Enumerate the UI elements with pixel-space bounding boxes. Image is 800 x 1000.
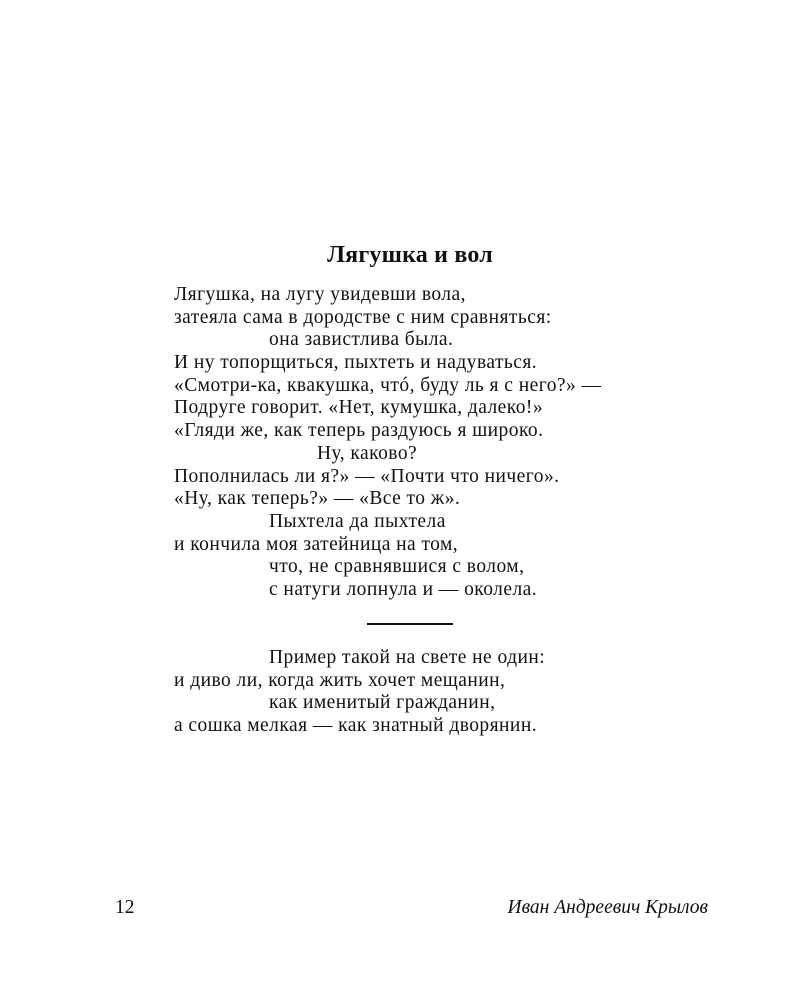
poem-line: «Гляди же, как теперь раздуюсь я широко. xyxy=(174,420,544,442)
poem-line: Ну, каково? xyxy=(317,442,418,464)
poem-line: Пыхтела да пыхтела xyxy=(269,510,446,532)
poem-line: затеяла сама в дородстве с ним сравняться: xyxy=(174,306,552,328)
poem-title: Лягушка и вол xyxy=(327,242,493,268)
page-number: 12 xyxy=(115,897,135,918)
poem-line: и кончила моя затейница на том, xyxy=(174,533,459,555)
moral-line: как именитый гражданин, xyxy=(269,692,496,714)
poem-line: Лягушка, на лугу увидевши вола, xyxy=(174,284,466,305)
poem-line: с натуги лопнула и — околела. xyxy=(269,578,538,600)
poem-line: что, не сравнявшися с волом, xyxy=(269,556,525,578)
moral-line: и диво ли, когда жить хочет мещанин, xyxy=(174,669,506,691)
poem-body xyxy=(174,284,754,602)
poem-moral xyxy=(174,647,754,738)
poem-line: И ну топорщиться, пыхтеть и надуваться. xyxy=(174,352,538,374)
poem-line: «Смотри-ка, квакушка, чтó, буду ль я с него?» — xyxy=(174,374,602,396)
moral-line: а сошка мелкая — как знатный дворянин. xyxy=(174,715,538,737)
moral-line: Пример такой на свете не один: xyxy=(269,647,546,668)
section-divider xyxy=(367,623,453,625)
poem-line: «Ну, как теперь?» — «Все то ж». xyxy=(174,488,461,510)
poem-line: Подруге говорит. «Нет, кумушка, далеко!» xyxy=(174,397,544,419)
poem-line: она завистлива была. xyxy=(269,329,454,351)
running-footer-author: Иван Андреевич Крылов xyxy=(507,897,708,918)
poem-line: Пополнилась ли я?» — «Почти что ничего». xyxy=(174,465,560,487)
